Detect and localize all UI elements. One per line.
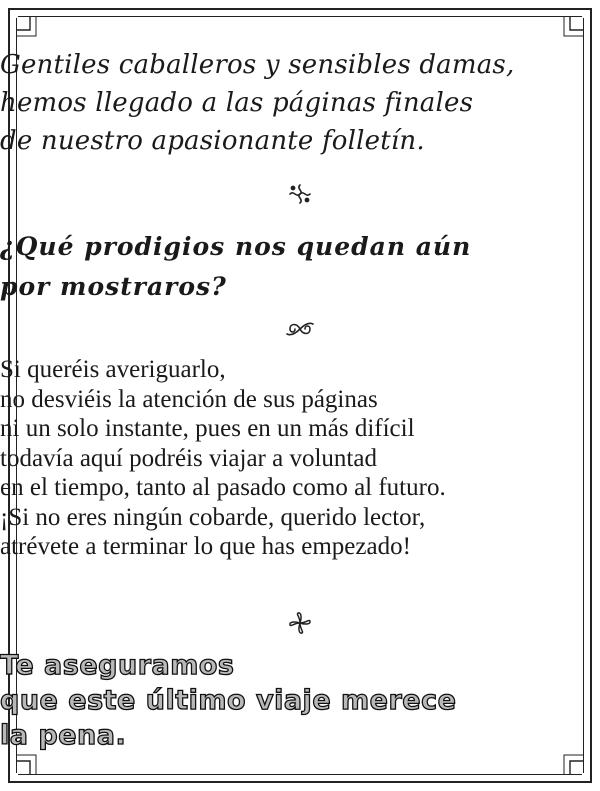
body-line: ¡Si no eres ningún cobarde, querido lector, [0,503,426,531]
scroll-flourish-icon [0,320,600,343]
body-line: ni un solo instante, pues en un más difícil [0,415,415,442]
question-line: ¿Qué prodigios nos quedan aún [0,232,472,261]
intro-line: hemos llegado a las páginas finales [0,88,474,118]
frame-bottom-outer [8,781,592,783]
closing-line: que este último viaje merece [0,685,457,716]
closing-line: Te aseguramos [0,650,235,681]
corner-ornament-top-right [554,16,584,46]
frame-bottom-inner [18,774,582,775]
body-line: todavía aquí podréis viajar a voluntad [0,444,377,472]
intro-paragraph [0,46,600,160]
body-line: Si queréis averiguarlo, [0,356,226,383]
fleuron-icon [0,183,600,210]
closing-line: la pena. [0,720,127,751]
body-line: en el tiempo, tanto al pasado como al futuro. [0,474,446,501]
corner-ornament-top-left [16,16,46,46]
intro-line: Gentiles caballeros y sensibles damas, [0,50,515,80]
intro-line: de nuestro apasionante folletín. [0,126,425,156]
body-paragraph [0,355,600,562]
quatrefoil-flourish-icon [0,611,600,640]
frame-top-outer [8,8,592,10]
question-heading [0,227,600,307]
frame-top-inner [18,16,582,17]
body-line: no desviéis la atención de sus páginas [0,385,378,413]
question-line: por mostraros? [0,272,227,301]
closing-statement [0,648,600,753]
body-line: atrévete a terminar lo que has empezado! [0,533,411,560]
